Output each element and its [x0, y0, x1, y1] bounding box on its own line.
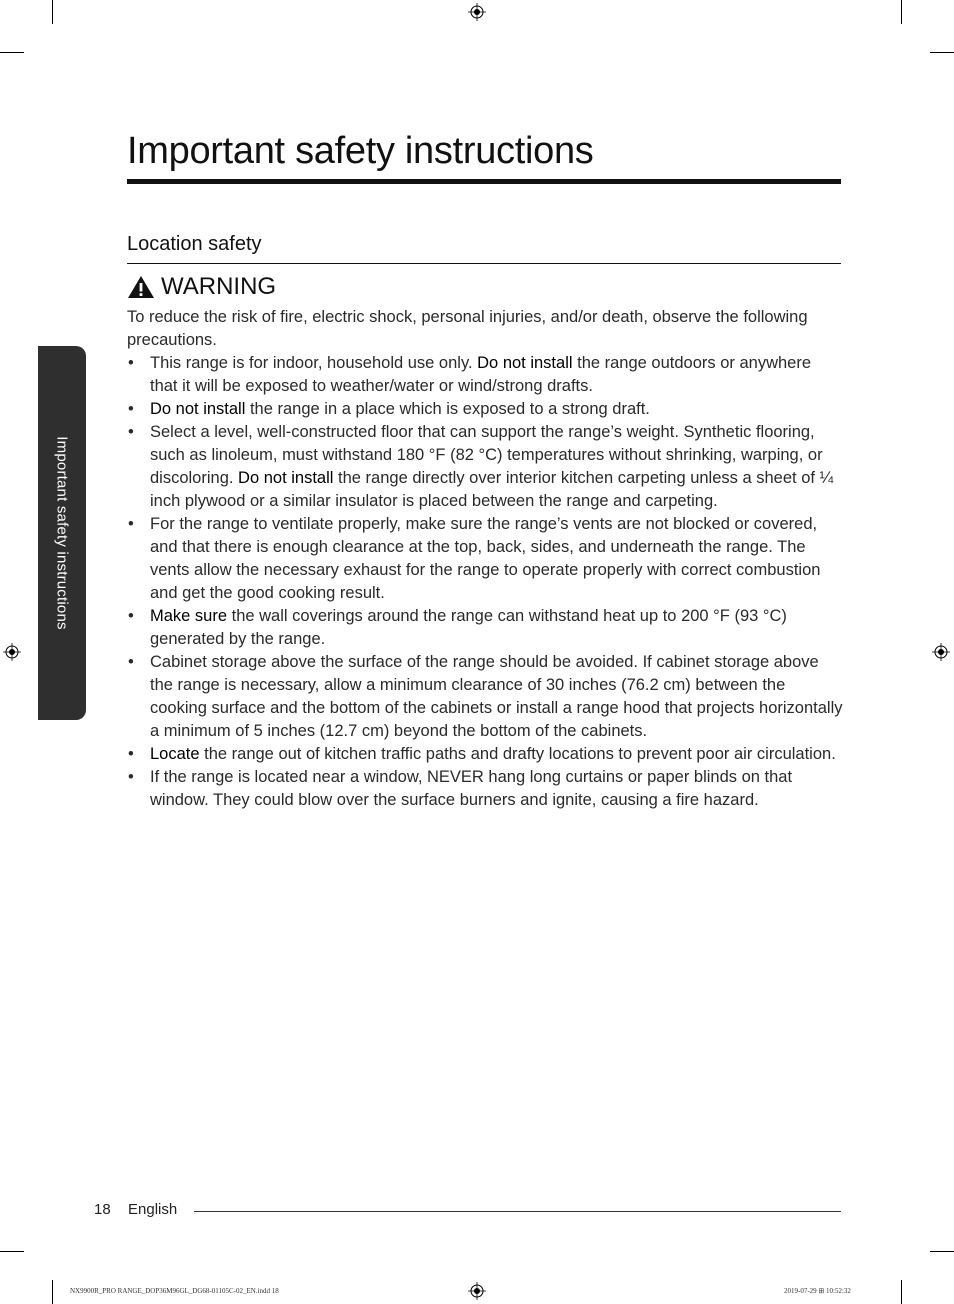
footer-divider [194, 1211, 841, 1212]
registration-mark-icon [468, 1282, 486, 1300]
crop-mark [930, 52, 954, 53]
bullet-marker: • [128, 653, 134, 671]
crop-mark [52, 1280, 53, 1304]
emphasis-text: Do not install [238, 469, 334, 487]
list-item [127, 605, 843, 651]
item-text: If the range is located near a window, NEVER hang long curtains or paper blinds on that window. They could blow over the surface burners and ignite, causing a fire hazard. [150, 768, 793, 809]
crop-mark [930, 1251, 954, 1252]
intro-text: To reduce the risk of fire, electric shock, personal injuries, and/or death, observe the following precautions. [127, 308, 808, 349]
registration-mark-icon [3, 643, 21, 661]
emphasis-text: Do not install [477, 354, 573, 372]
warning-label: WARNING [161, 273, 277, 300]
emphasis-text: Locate [150, 745, 200, 763]
list-item [127, 352, 843, 398]
registration-mark-icon [468, 3, 486, 21]
crop-mark [0, 1251, 24, 1252]
bullet-marker: • [128, 423, 134, 441]
page-number: 18 [94, 1201, 111, 1218]
list-item [127, 651, 843, 743]
item-text: Cabinet storage above the surface of the range should be avoided. If cabinet storage above the range is necessary, allow a minimum clearance of 30 inches (76.2 cm) between the cooking surface and the bottom of the cabinets or install a range hood that projects horizontally a minimum of 5 inches (12.7 cm) beyond the bottom of the cabinets. [150, 653, 843, 740]
crop-mark [901, 0, 902, 24]
side-tab-label: Important safety instructions [53, 436, 71, 630]
crop-mark [901, 1280, 902, 1304]
emphasis-text: Make sure [150, 607, 228, 625]
bullet-marker: • [128, 768, 134, 786]
precautions-list [127, 352, 843, 812]
bullet-marker: • [128, 745, 134, 763]
section-title: Location safety [127, 233, 262, 255]
emphasis-text: Do not install [150, 400, 246, 418]
item-text: For the range to ventilate properly, make sure the range’s vents are not blocked or covered, and that there is enough clearance at the top, back, sides, and underneath the range. The vents allow the necessary exhaust for the range to operate properly with correct combustion and get the good cooking result. [150, 515, 821, 602]
item-text: This range is for indoor, household use only. [150, 354, 478, 372]
bullet-marker: • [128, 354, 134, 372]
item-text: the range in a place which is exposed to a strong draft. [245, 400, 650, 418]
bullet-marker: • [128, 515, 134, 533]
list-item [127, 743, 843, 766]
registration-mark-icon [932, 643, 950, 661]
section-divider [127, 263, 841, 264]
list-item [127, 398, 843, 421]
item-text: the range outdoors or anywhere that it will be exposed to weather/water or wind/strong drafts. [150, 354, 812, 395]
crop-mark [52, 0, 53, 24]
page-title: Important safety instructions [127, 130, 594, 172]
list-item [127, 513, 843, 605]
bullet-marker: • [128, 400, 134, 418]
warning-triangle-icon [127, 275, 155, 299]
title-divider [127, 179, 841, 184]
footer-language: English [128, 1201, 178, 1218]
safety-content [127, 306, 843, 812]
item-text: the range out of kitchen traffic paths and drafty locations to prevent poor air circulation. [199, 745, 836, 763]
item-text: the range directly over interior kitchen carpeting unless a sheet of ¼ inch plywood or a similar insulator is placed between the range and carpeting. [150, 469, 834, 510]
list-item [127, 421, 843, 513]
warning-heading [127, 273, 276, 301]
crop-mark [0, 52, 24, 53]
item-text: the wall coverings around the range can withstand heat up to 200 °F (93 °C) generated by the range. [150, 607, 787, 648]
list-item [127, 766, 843, 812]
item-text: Select a level, well-constructed floor that can support the range’s weight. Synthetic flooring, such as linoleum, must withstand 180 °F (82 °C) temperatures without shrinking, warping, or discoloring. [150, 423, 823, 487]
bullet-marker: • [128, 607, 134, 625]
side-tab [38, 346, 86, 720]
print-slug-date: 2019-07-29 ⊞ 10:52:32 [784, 1287, 851, 1295]
print-slug-file: NX9900R_PRO RANGE_DOP36M96GL_DG68-01105C-02_EN.indd 18 [70, 1287, 279, 1295]
